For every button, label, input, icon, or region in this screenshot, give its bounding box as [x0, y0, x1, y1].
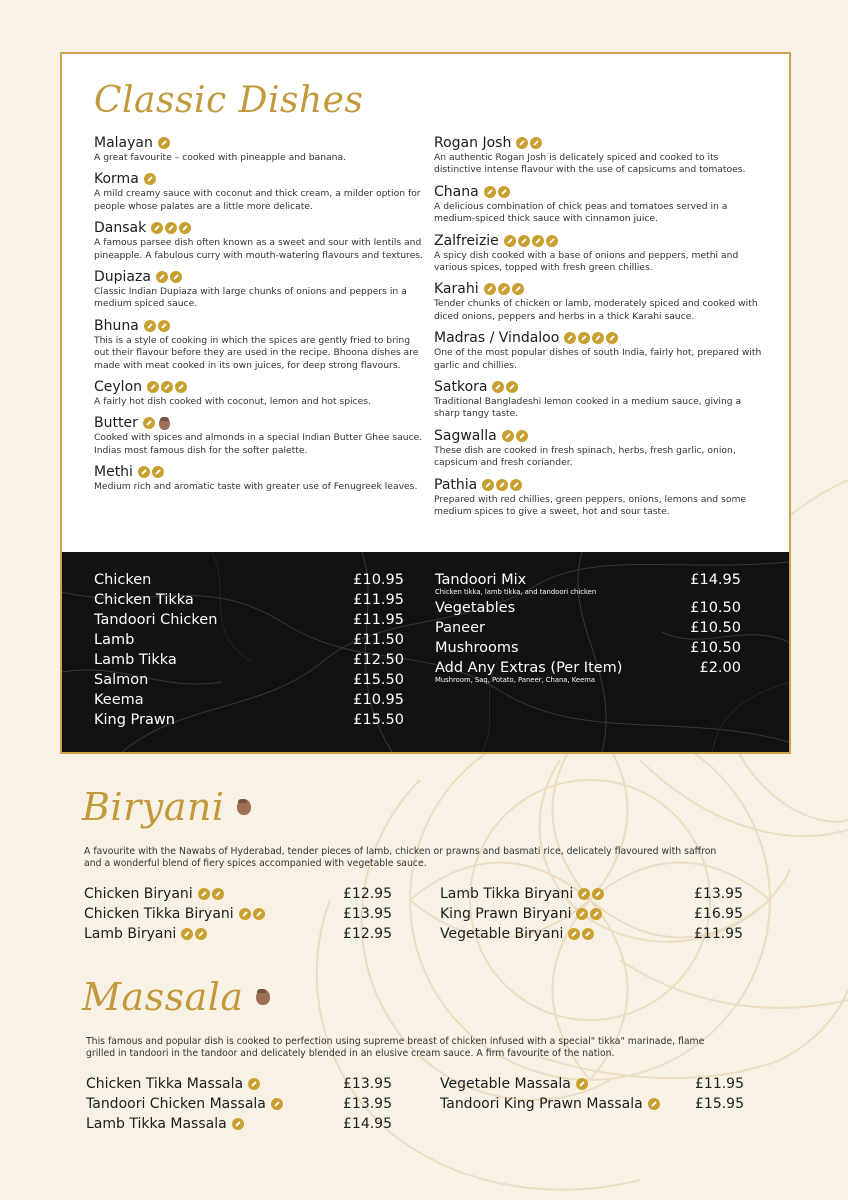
dish-name: Rogan Josh	[434, 135, 512, 151]
chilli-icon	[492, 381, 504, 393]
chilli-icon	[532, 235, 544, 247]
price-row	[94, 630, 404, 650]
price-value: £15.50	[353, 712, 404, 728]
chilli-icon	[151, 222, 163, 234]
dish-heading	[94, 414, 424, 432]
chilli-icon	[271, 1098, 283, 1110]
menu-row	[440, 904, 743, 924]
dish-name: Methi	[94, 464, 133, 481]
chilli-icon	[510, 479, 522, 491]
price-value: £11.95	[353, 612, 404, 628]
chilli-icon	[158, 320, 170, 332]
menu-row	[84, 884, 392, 904]
menu-item-name: Chicken Tikka Massala	[86, 1076, 244, 1092]
dish-item	[434, 134, 764, 177]
chilli-icon	[143, 417, 155, 429]
menu-item-name: King Prawn Biryani	[440, 906, 572, 922]
chilli-icon	[576, 908, 588, 920]
chilli-icon	[156, 271, 168, 283]
chilli-icon	[606, 332, 618, 344]
dish-item	[434, 378, 764, 421]
menu-row	[86, 1114, 392, 1134]
price-item-note: Mushroom, Saq, Potato, Paneer, Chana, Keema	[435, 676, 596, 684]
chilli-icon	[484, 186, 496, 198]
price-row	[435, 598, 741, 618]
menu-item-price: £13.95	[343, 1096, 392, 1112]
chilli-icon	[578, 332, 590, 344]
price-row	[435, 618, 741, 638]
price-item-name: Lamb	[94, 632, 135, 648]
dish-description: A fairly hot dish cooked with coconut, lemon and hot spices.	[94, 396, 372, 408]
spice-rating	[576, 1078, 590, 1090]
dish-description: A spicy dish cooked with a base of onions and peppers, methi and various spices, topped with fresh green chillies.	[434, 249, 739, 274]
dish-name: Karahi	[434, 281, 479, 298]
spice-rating	[144, 173, 158, 185]
dish-item	[94, 378, 424, 408]
dish-item	[94, 219, 424, 262]
price-row	[94, 650, 404, 670]
menu-item-name: Lamb Tikka Massala	[86, 1116, 227, 1132]
price-item-name: Chicken Tikka	[94, 592, 194, 608]
price-item-name: Chicken	[94, 572, 152, 588]
menu-row	[84, 924, 392, 944]
chilli-icon	[170, 271, 182, 283]
menu-item-price: £13.95	[343, 906, 392, 922]
dish-heading	[434, 378, 764, 396]
spice-rating	[248, 1078, 262, 1090]
menu-row	[86, 1094, 392, 1114]
dish-description: An authentic Rogan Josh is delicately spiced and cooked to its distinctive intense flavour with the use of capsicums and tomatoes.	[434, 152, 746, 176]
chilli-icon	[592, 332, 604, 344]
chilli-icon	[498, 283, 510, 295]
menu-item-name: Lamb Tikka Biryani	[440, 886, 574, 902]
dish-heading	[94, 317, 424, 335]
classic-dishes-right-column	[434, 134, 764, 525]
menu-item	[84, 904, 267, 924]
chilli-icon	[212, 888, 224, 900]
chilli-icon	[239, 908, 251, 920]
chilli-icon	[502, 430, 514, 442]
massala-list-left	[86, 1074, 392, 1134]
menu-row	[84, 904, 392, 924]
classic-dishes-title: Classic Dishes	[94, 80, 364, 121]
menu-row	[440, 1094, 744, 1114]
price-row	[94, 670, 404, 690]
price-row	[94, 610, 404, 630]
menu-item-price: £11.95	[695, 1076, 744, 1092]
chilli-icon	[175, 381, 187, 393]
classic-dishes-left-column	[94, 134, 424, 500]
dish-name: Sagwalla	[434, 427, 497, 444]
menu-item-price: £15.95	[695, 1096, 744, 1112]
menu-row	[440, 924, 743, 944]
nut-icon	[256, 989, 270, 1005]
dish-heading	[434, 183, 764, 201]
dish-heading	[434, 476, 764, 494]
chilli-icon	[181, 928, 193, 940]
dish-item	[434, 329, 764, 372]
biryani-title-text: Biryani	[82, 785, 225, 829]
price-value: £14.95	[690, 572, 741, 588]
spice-rating	[492, 381, 520, 393]
menu-item	[84, 924, 209, 944]
price-value: £10.50	[690, 620, 741, 636]
chilli-icon	[161, 381, 173, 393]
dish-heading	[434, 134, 764, 152]
spice-rating	[239, 908, 267, 920]
spice-rating	[648, 1098, 662, 1110]
chilli-icon	[144, 320, 156, 332]
chilli-icon	[144, 173, 156, 185]
spice-rating	[151, 222, 193, 234]
chilli-icon	[518, 235, 530, 247]
massala-title	[82, 975, 270, 1019]
dish-name: Zalfreizie	[434, 232, 499, 249]
spice-rating	[482, 479, 524, 491]
menu-item-price: £13.95	[343, 1076, 392, 1092]
dish-item	[434, 232, 764, 275]
price-value: £10.50	[690, 640, 741, 656]
dish-description: Cooked with spices and almonds in a special Indian Butter Ghee sauce. Indias most famous dish for the softer palette.	[94, 432, 423, 456]
menu-item	[440, 1094, 662, 1114]
spice-rating	[578, 888, 606, 900]
price-item-name: Vegetables	[435, 600, 516, 616]
dish-description: A delicious combination of chick peas and tomatoes served in a medium-spiced thick sauce with cinnamon juice.	[434, 200, 728, 225]
price-value: £15.50	[353, 672, 404, 688]
dish-item	[94, 317, 424, 372]
chilli-icon	[592, 888, 604, 900]
chilli-icon	[147, 381, 159, 393]
price-item-name: Add Any Extras (Per Item)	[435, 660, 623, 676]
dish-item	[434, 427, 764, 470]
spice-rating	[502, 430, 530, 442]
price-value: £11.50	[353, 632, 404, 648]
spice-rating	[576, 908, 604, 920]
menu-item-name: Vegetable Massala	[440, 1076, 571, 1092]
chilli-icon	[512, 283, 524, 295]
menu-item-name: Lamb Biryani	[84, 926, 177, 942]
price-item-name: Mushrooms	[435, 640, 519, 656]
biryani-title	[82, 785, 251, 829]
chilli-icon	[576, 1078, 588, 1090]
dish-name: Chana	[434, 183, 479, 200]
biryani-list-left	[84, 884, 392, 944]
price-value: £10.95	[353, 692, 404, 708]
dish-heading	[94, 268, 424, 286]
dish-item	[94, 170, 424, 213]
chilli-icon	[582, 928, 594, 940]
dish-name: Korma	[94, 171, 139, 188]
spice-rating	[181, 928, 209, 940]
price-value: £10.95	[353, 572, 404, 588]
menu-item-price: £13.95	[694, 886, 743, 902]
chilli-icon	[498, 186, 510, 198]
dish-description: Medium rich and aromatic taste with greater use of Fenugreek leaves.	[94, 481, 418, 493]
dish-name: Ceylon	[94, 379, 143, 396]
chilli-icon	[248, 1078, 260, 1090]
dish-heading	[434, 232, 764, 250]
chilli-icon	[198, 888, 210, 900]
spice-rating	[232, 1118, 246, 1130]
dish-description: Prepared with red chillies, green peppers, onions, lemons and some medium spices to give a sweet, hot and sour taste.	[434, 493, 747, 518]
spice-rating	[156, 271, 184, 283]
spice-rating	[484, 186, 512, 198]
chilli-icon	[195, 928, 207, 940]
menu-item	[440, 1074, 590, 1094]
dish-heading	[94, 170, 424, 188]
price-row	[435, 658, 741, 678]
massala-list-right	[440, 1074, 744, 1114]
dish-item	[434, 280, 764, 323]
price-list-right	[435, 570, 741, 686]
protein-price-panel	[62, 552, 789, 752]
spice-rating	[564, 332, 620, 344]
spice-rating	[144, 320, 172, 332]
price-item-name: Salmon	[94, 672, 149, 688]
price-item-name: Lamb Tikka	[94, 652, 177, 668]
dish-name: Dansak	[94, 220, 147, 237]
spice-rating	[143, 417, 170, 430]
chilli-icon	[516, 137, 528, 149]
spice-rating	[271, 1098, 285, 1110]
dish-description: Traditional Bangladeshi lemon cooked in a medium sauce, giving a sharp tangy taste.	[434, 396, 742, 420]
dish-description: Tender chunks of chicken or lamb, moderately spiced and cooked with diced onions, peppers and herbs in a thick Karahi sauce.	[434, 298, 758, 322]
chilli-icon	[546, 235, 558, 247]
dish-description: One of the most popular dishes of south India, fairly hot, prepared with garlic and chillies.	[434, 347, 762, 371]
nut-icon	[159, 417, 170, 430]
price-row	[94, 570, 404, 590]
dish-item	[94, 414, 424, 457]
dish-description: A great favourite – cooked with pineapple and banana.	[94, 152, 347, 163]
price-list-left	[94, 570, 404, 730]
dish-description: A famous parsee dish often known as a sweet and sour with lentils and pineapple. A fabulous curry with mouth-watering flavours and textures.	[94, 237, 423, 261]
chilli-icon	[504, 235, 516, 247]
chilli-icon	[516, 430, 528, 442]
dish-item	[94, 134, 424, 164]
chilli-icon	[138, 466, 150, 478]
chilli-icon	[564, 332, 576, 344]
massala-description: This famous and popular dish is cooked to perfection using supreme breast of chicken infused with a special" tikka" marinade, flame grilled in tandoori in the tandoor and delicately blended in an elusive cream sauce. A firm favourite of the nation.	[86, 1036, 705, 1059]
price-item-note: Chicken tikka, lamb tikka, and tandoori chicken	[435, 588, 597, 596]
menu-item-name: Tandoori Chicken Massala	[86, 1096, 266, 1112]
dish-name: Dupiaza	[94, 269, 151, 286]
price-value: £12.50	[353, 652, 404, 668]
chilli-icon	[590, 908, 602, 920]
menu-item-price: £14.95	[343, 1116, 392, 1132]
dish-heading	[434, 280, 764, 298]
spice-rating	[138, 466, 166, 478]
chilli-icon	[165, 222, 177, 234]
price-row	[94, 710, 404, 730]
price-row	[94, 690, 404, 710]
biryani-list-right	[440, 884, 743, 944]
chilli-icon	[648, 1098, 660, 1110]
massala-title-text: Massala	[82, 975, 244, 1019]
spice-rating	[158, 137, 172, 149]
chilli-icon	[578, 888, 590, 900]
chilli-icon	[496, 479, 508, 491]
menu-item	[86, 1094, 285, 1114]
chilli-icon	[232, 1118, 244, 1130]
dish-name: Bhuna	[94, 317, 139, 334]
chilli-icon	[179, 222, 191, 234]
dish-heading	[434, 329, 764, 347]
biryani-description: A favourite with the Nawabs of Hyderabad, tender pieces of lamb, chicken or prawns and basmati rice, delicately flavoured with saffron and a wonderful blend of fiery spices accompanied with vegetable sauce.	[84, 846, 717, 869]
menu-item-price: £16.95	[694, 906, 743, 922]
price-value: £11.95	[353, 592, 404, 608]
dish-heading	[94, 134, 424, 152]
chilli-icon	[158, 137, 170, 149]
price-row	[435, 570, 741, 590]
dish-name: Satkora	[434, 379, 488, 396]
menu-item	[86, 1114, 246, 1134]
spice-rating	[568, 928, 596, 940]
chilli-icon	[506, 381, 518, 393]
dish-name: Madras / Vindaloo	[434, 330, 560, 347]
dish-description: Classic Indian Dupiaza with large chunks of onions and peppers in a medium spiced sauce.	[94, 286, 407, 310]
chilli-icon	[482, 479, 494, 491]
dish-description: A mild creamy sauce with coconut and thick cream, a milder option for people whose palates are a little more delicate.	[94, 188, 421, 212]
menu-item	[440, 884, 606, 904]
chilli-icon	[484, 283, 496, 295]
price-item-name: Tandoori Chicken	[94, 612, 218, 628]
spice-rating	[147, 381, 189, 393]
menu-item-name: Chicken Biryani	[84, 886, 193, 902]
menu-item	[84, 884, 226, 904]
dish-name: Malayan	[94, 135, 153, 151]
chilli-icon	[568, 928, 580, 940]
price-item-name: King Prawn	[94, 712, 175, 728]
menu-item-name: Tandoori King Prawn Massala	[440, 1096, 643, 1112]
dish-heading	[94, 378, 424, 396]
menu-row	[440, 1074, 744, 1094]
chilli-icon	[530, 137, 542, 149]
dish-heading	[434, 427, 764, 445]
chilli-icon	[152, 466, 164, 478]
menu-item	[440, 904, 604, 924]
price-value: £10.50	[690, 600, 741, 616]
menu-item	[86, 1074, 262, 1094]
menu-row	[440, 884, 743, 904]
menu-item-price: £12.95	[343, 926, 392, 942]
menu-item-price: £12.95	[343, 886, 392, 902]
dish-item	[94, 268, 424, 311]
dish-item	[94, 463, 424, 493]
nut-icon	[237, 799, 251, 815]
price-item-name: Keema	[94, 692, 144, 708]
price-value: £2.00	[699, 660, 741, 676]
dish-heading	[94, 219, 424, 237]
menu-row	[86, 1074, 392, 1094]
dish-item	[434, 183, 764, 226]
dish-name: Butter	[94, 415, 138, 432]
menu-item-name: Vegetable Biryani	[440, 926, 564, 942]
spice-rating	[516, 137, 544, 149]
spice-rating	[504, 235, 560, 247]
price-row	[94, 590, 404, 610]
menu-item-price: £11.95	[694, 926, 743, 942]
price-item-name: Tandoori Mix	[435, 572, 527, 588]
menu-item	[440, 924, 596, 944]
chilli-icon	[253, 908, 265, 920]
menu-item-name: Chicken Tikka Biryani	[84, 906, 234, 922]
price-item-name: Paneer	[435, 620, 485, 636]
dish-description: These dish are cooked in fresh spinach, herbs, fresh garlic, onion, capsicum and fresh coriander.	[434, 444, 736, 469]
price-row	[435, 638, 741, 658]
dish-name: Pathia	[434, 476, 478, 493]
dish-description: This is a style of cooking in which the spices are gently fried to bring out their flavour before they are used in the recipe. Bhoona dishes are made with meat cooked in its own juices, for deep strong flavours.	[94, 334, 419, 371]
dish-heading	[94, 463, 424, 481]
spice-rating	[484, 283, 526, 295]
spice-rating	[198, 888, 226, 900]
dish-item	[434, 476, 764, 519]
